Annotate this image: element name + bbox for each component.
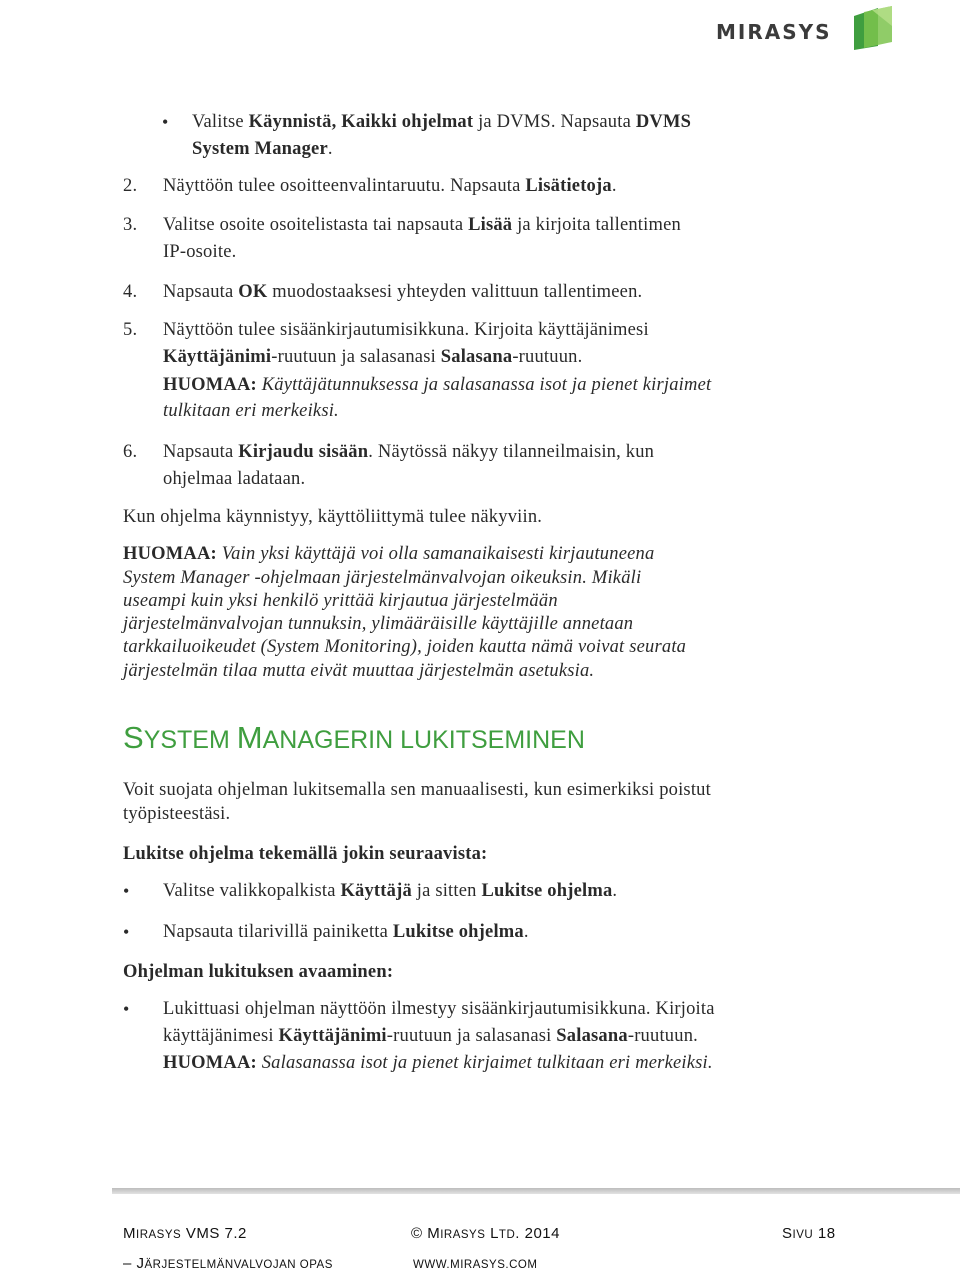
- mirasys-logo: [716, 6, 896, 52]
- text: -ruutuun.: [627, 1026, 698, 1046]
- step-number: 2.: [123, 176, 138, 196]
- text: Valitse osoite osoitelistasta tai napsauta: [163, 215, 469, 235]
- text: ja DVMS. Napsauta: [473, 112, 636, 132]
- bullet-icon: •: [123, 922, 130, 942]
- paragraph-ui-appears: Kun ohjelma käynnistyy, käyttöliittymä tulee näkyviin.: [123, 507, 543, 527]
- text: L: [485, 1225, 499, 1242]
- text: IP-osoite.: [163, 242, 237, 262]
- logo-wordmark: MIRASYS: [716, 20, 832, 44]
- note-line-1: [123, 542, 654, 566]
- text: .: [523, 922, 529, 942]
- note-line-6: järjestelmän tilaa mutta eivät muuttaa järjestelmän asetuksia.: [123, 661, 595, 681]
- text: -ruutuun ja salasanasi: [271, 347, 441, 367]
- text: -ruutuun.: [512, 347, 583, 367]
- text-bold: DVMS: [635, 112, 692, 132]
- section-heading: [123, 720, 585, 756]
- text: .: [612, 881, 618, 901]
- text-bold: Salasana: [556, 1026, 628, 1046]
- text: Napsauta: [163, 442, 239, 462]
- lock-option-2: [163, 920, 529, 944]
- unlock-line-2: [163, 1024, 698, 1048]
- step-number: 3.: [123, 215, 138, 235]
- paragraph-lock-line-1: Voit suojata ohjelman lukitsemalla sen manuaalisesti, kun esimerkiksi poistut: [123, 780, 711, 800]
- text: muodostaaksesi yhteyden valittuun tallentimeen.: [267, 282, 643, 302]
- note-line-3: useampi kuin yksi henkilö yrittää kirjautua järjestelmään: [123, 591, 558, 611]
- unlock-line-1: Lukittuasi ohjelman näyttöön ilmestyy sisäänkirjautumisikkuna. Kirjoita: [163, 999, 715, 1019]
- bullet-icon: •: [123, 881, 130, 901]
- text: IRASYS: [136, 1229, 182, 1241]
- text: Näyttöön tulee sisäänkirjautumisikkuna. Kirjoita käyttäjänimesi: [163, 320, 649, 340]
- text: VMS 7.2: [181, 1225, 247, 1242]
- footer-divider: [112, 1188, 960, 1194]
- step-5-text: [163, 318, 649, 342]
- text: käyttäjänimesi: [163, 1026, 279, 1046]
- text-bold: Käynnistä, Kaikki ohjelmat: [248, 112, 474, 132]
- note-line-2: System Manager -ohjelmaan järjestelmänvalvojan oikeuksin. Mikäli: [123, 568, 642, 588]
- step-2-line: [123, 174, 137, 198]
- heading-cap: S: [123, 720, 144, 755]
- footer-copyright: [411, 1225, 560, 1242]
- step-3-text: [163, 213, 681, 237]
- step-4-number: [123, 280, 137, 304]
- text: S: [782, 1225, 793, 1242]
- text: ja sitten: [411, 881, 482, 901]
- heading-cap: M: [236, 720, 263, 755]
- step-3-number: [123, 213, 137, 237]
- text-italic: Käyttäjätunnuksessa ja salasanassa isot ja pienet kirjaimet: [256, 375, 712, 395]
- step-6-line-2: [163, 467, 305, 491]
- text-italic: tulkitaan eri merkeiksi.: [163, 401, 339, 421]
- text: ja kirjoita tallentimen: [512, 215, 681, 235]
- text-bold: Lisätietoja: [525, 176, 612, 196]
- heading-text: YSTEM: [143, 726, 237, 754]
- text: ÄRJESTELMÄNVALVOJAN OPAS: [144, 1259, 333, 1271]
- text-bold: Lukitse ohjelma: [392, 922, 524, 942]
- text-italic: Salasanassa isot ja pienet kirjaimet tulkitaan eri merkeiksi.: [256, 1053, 713, 1073]
- text: WWW.MIRASYS.COM: [413, 1259, 538, 1271]
- step-5-note-line-2: [163, 399, 339, 423]
- step-5-note: [163, 373, 711, 397]
- footer-guide: [123, 1255, 333, 1272]
- step-number: 6.: [123, 442, 138, 462]
- lock-option-1: [163, 879, 617, 903]
- unlock-note: [163, 1051, 713, 1075]
- text-italic: Vain yksi käyttäjä voi olla samanaikaisesti kirjautuneena: [216, 544, 655, 564]
- text: M: [123, 1225, 136, 1242]
- text: .: [327, 139, 333, 159]
- text: Näyttöön tulee osoitteenvalintaruutu. Napsauta: [163, 176, 526, 196]
- footer-product: [123, 1225, 247, 1242]
- subheading-unlock: Ohjelman lukituksen avaaminen:: [123, 962, 394, 982]
- text: Valitse valikkopalkista: [163, 881, 341, 901]
- step-1-line-2: [192, 137, 333, 161]
- text-bold: Lukitse ohjelma: [481, 881, 613, 901]
- footer-website: [413, 1255, 537, 1272]
- text-bold: Kirjaudu sisään: [238, 442, 369, 462]
- paragraph-lock-line-2: työpisteestäsi.: [123, 804, 231, 824]
- bullet-icon: •: [123, 999, 130, 1019]
- text: -ruutuun ja salasanasi: [386, 1026, 557, 1046]
- text: ohjelmaa ladataan.: [163, 469, 306, 489]
- text: Valitse: [192, 112, 249, 132]
- step-number: 4.: [123, 282, 138, 302]
- step-5-line-2: [163, 345, 582, 369]
- logo-leaf-icon: [848, 6, 896, 52]
- step-number: 5.: [123, 320, 138, 340]
- text-bold: OK: [238, 282, 268, 302]
- text-bold: Käyttäjänimi: [163, 347, 272, 367]
- text: 18: [813, 1225, 836, 1242]
- text-bold: Käyttäjä: [340, 881, 412, 901]
- note-label: HUOMAA:: [163, 1053, 257, 1073]
- step-6-text: [163, 440, 654, 464]
- heading-text: ANAGERIN LUKITSEMINEN: [262, 726, 585, 754]
- note-line-4: järjestelmänvalvojan tunnuksin, ylimääräisille käyttäjille annetaan: [123, 614, 634, 634]
- step-3-line-2: [163, 240, 236, 264]
- step-5-number: [123, 318, 137, 342]
- note-label: HUOMAA:: [123, 544, 217, 564]
- text-bold: Käyttäjänimi: [278, 1026, 387, 1046]
- footer-page-number: [782, 1225, 836, 1242]
- text: IRASYS: [440, 1229, 486, 1241]
- text: . Näytössä näkyy tilanneilmaisin, kun: [368, 442, 655, 462]
- text-bold: Lisää: [468, 215, 513, 235]
- note-label: HUOMAA:: [163, 375, 257, 395]
- text-bold: System Manager: [192, 139, 328, 159]
- step-2-text: [163, 174, 617, 198]
- text-bold: Salasana: [440, 347, 513, 367]
- step-4-text: [163, 280, 642, 304]
- text: TD: [498, 1229, 516, 1241]
- bullet-icon: •: [162, 112, 169, 132]
- text: © M: [411, 1225, 441, 1242]
- step-1-line: [192, 110, 691, 134]
- text: . 2014: [515, 1225, 560, 1242]
- text: Napsauta: [163, 282, 239, 302]
- step-6-number: [123, 440, 137, 464]
- text: IVU: [792, 1229, 814, 1241]
- text: .: [611, 176, 617, 196]
- subheading-lock: Lukitse ohjelma tekemällä jokin seuraavista:: [123, 844, 488, 864]
- note-line-5: tarkkailuoikeudet (System Monitoring), joiden kautta nämä voivat seurata: [123, 637, 687, 657]
- text: Napsauta tilarivillä painiketta: [163, 922, 393, 942]
- text: – J: [123, 1255, 145, 1272]
